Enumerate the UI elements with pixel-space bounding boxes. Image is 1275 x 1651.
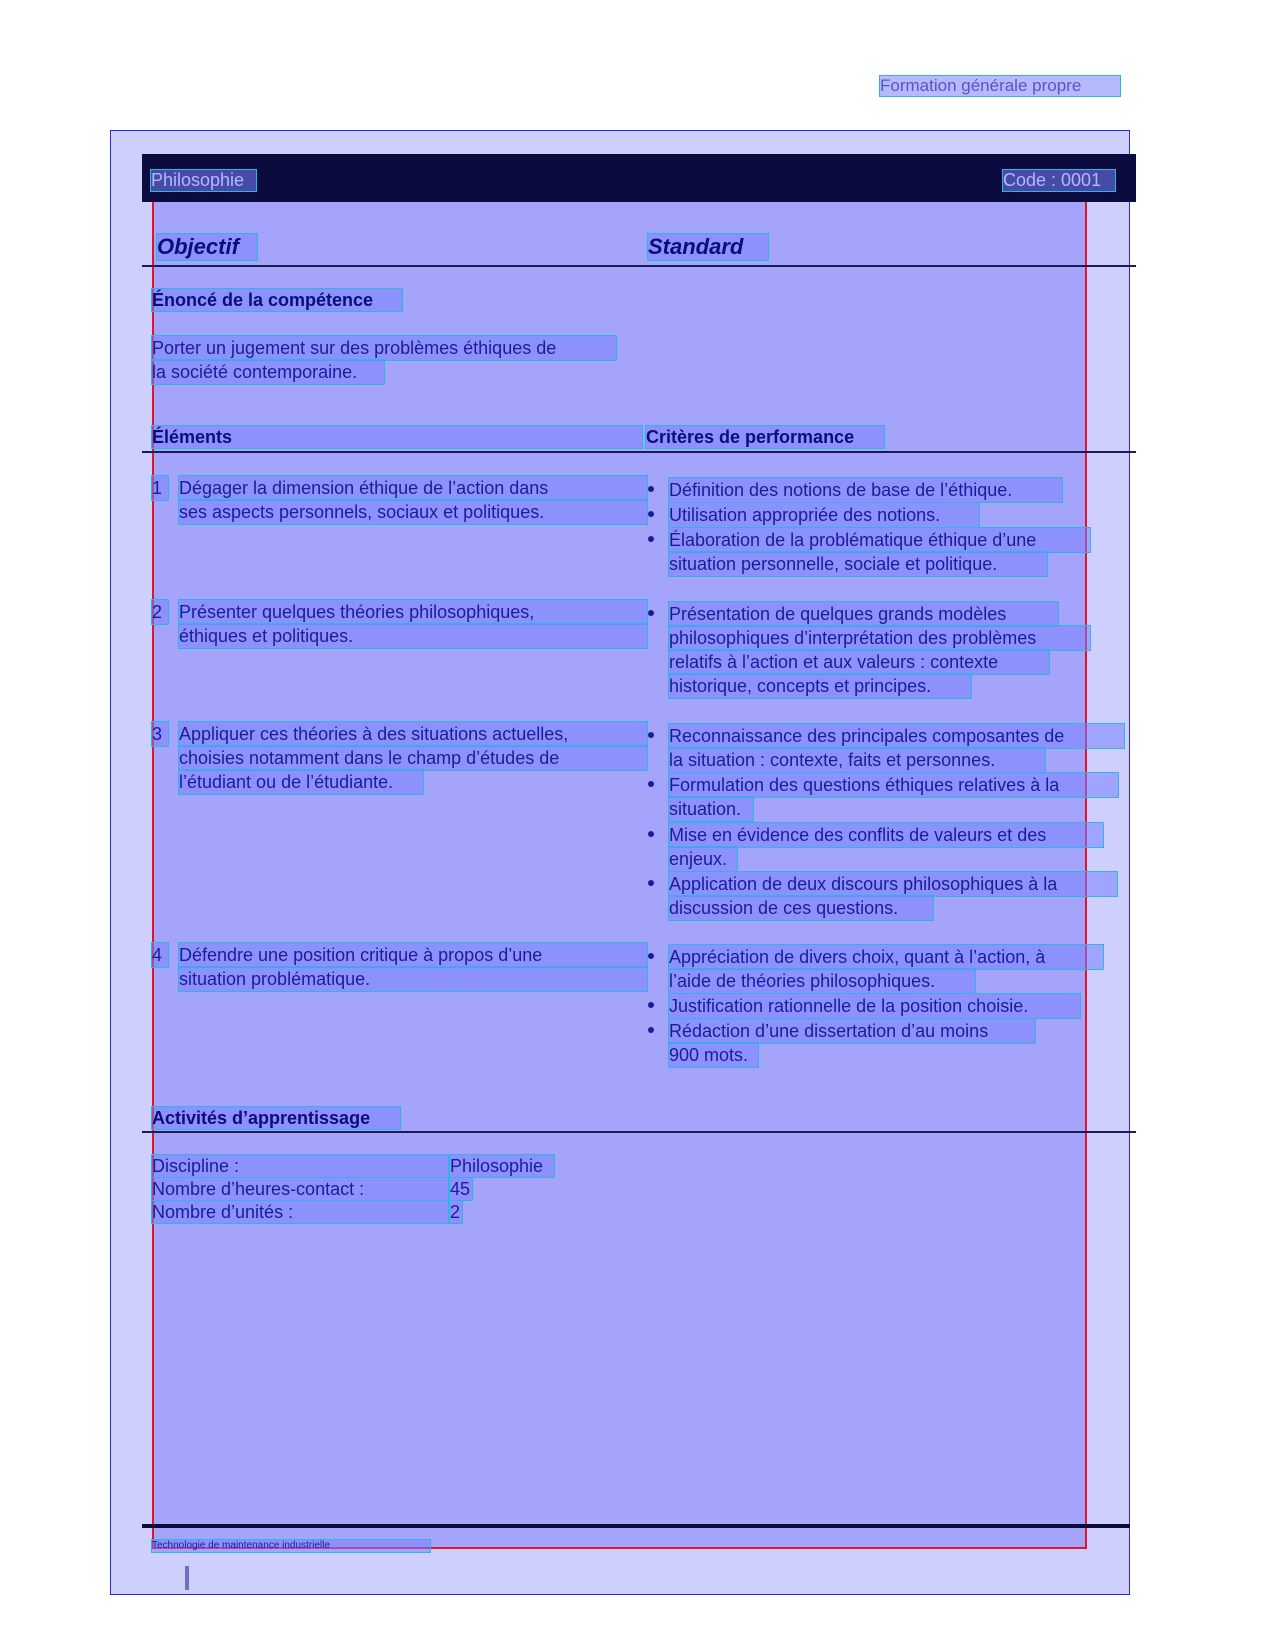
activity-value: 2: [450, 1202, 461, 1222]
criterion-line: 900 mots.: [669, 1043, 758, 1067]
criterion-line: Présentation de quelques grands modèles: [669, 602, 1058, 626]
criterion-line: Justification rationnelle de la position choisie.: [669, 994, 1080, 1018]
criterion-line: Rédaction d’une dissertation d’au moins: [669, 1019, 1035, 1043]
element-number: 3: [152, 722, 168, 746]
competence-line: la société contemporaine.: [152, 360, 384, 384]
element-line: choisies notamment dans le champ d’études de: [179, 746, 647, 770]
activity-label: Nombre d’heures-contact :: [152, 1178, 448, 1200]
element-number: 2: [152, 600, 168, 624]
bullet-icon: [648, 610, 654, 616]
criterion-line: situation.: [669, 797, 753, 821]
footer-rule: [142, 1524, 1130, 1528]
divider: [142, 1131, 1136, 1133]
divider: [142, 265, 1136, 267]
competence-line: Porter un jugement sur des problèmes éthiques de: [152, 336, 616, 360]
element-line: situation problématique.: [179, 967, 647, 991]
criterion-line: relatifs à l’action et aux valeurs : contexte: [669, 650, 1049, 674]
bullet-icon: [648, 511, 654, 517]
activities-heading: Activités d’apprentissage: [152, 1107, 400, 1129]
footer-text: Technologie de maintenance industrielle: [152, 1540, 430, 1552]
bullet-icon: [648, 732, 654, 738]
element-number: 1: [152, 476, 168, 500]
bullet-icon: [648, 880, 654, 886]
criterion-line: Appréciation de divers choix, quant à l’action, à: [669, 945, 1103, 969]
element-line: Appliquer ces théories à des situations actuelles,: [179, 722, 647, 746]
element-line: éthiques et politiques.: [179, 624, 647, 648]
criterion-line: la situation : contexte, faits et personnes.: [669, 748, 1045, 772]
criterion-line: historique, concepts et principes.: [669, 674, 971, 698]
element-line: Défendre une position critique à propos d’une: [179, 943, 647, 967]
elements-heading: Éléments: [152, 426, 642, 448]
running-header-label: Formation générale propre: [880, 76, 1120, 96]
course-title: Philosophie: [151, 170, 256, 191]
element-line: ses aspects personnels, sociaux et politiques.: [179, 500, 647, 524]
element-number: 4: [152, 943, 168, 967]
bullet-icon: [648, 831, 654, 837]
bullet-icon: [648, 1027, 654, 1033]
competence-heading: Énoncé de la compétence: [152, 289, 402, 311]
footer-mark: [185, 1566, 189, 1590]
bullet-icon: [648, 781, 654, 787]
bullet-icon: [648, 1002, 654, 1008]
criterion-line: Utilisation appropriée des notions.: [669, 503, 979, 527]
criterion-line: discussion de ces questions.: [669, 896, 933, 920]
element-line: l’étudiant ou de l’étudiante.: [179, 770, 423, 794]
criterion-line: Définition des notions de base de l’éthique.: [669, 478, 1062, 502]
activity-label: Nombre d’unités :: [152, 1201, 448, 1223]
activity-value: Philosophie: [450, 1155, 554, 1177]
criterion-line: Reconnaissance des principales composantes de: [669, 724, 1124, 748]
column-heading-objective: Objectif: [157, 234, 257, 260]
divider: [142, 451, 1136, 453]
criteria-heading: Critères de performance: [646, 426, 884, 448]
criterion-line: enjeux.: [669, 847, 737, 871]
bullet-icon: [648, 486, 654, 492]
header-bar: [142, 154, 1136, 202]
element-line: Dégager la dimension éthique de l’action dans: [179, 476, 647, 500]
activity-value: 45: [450, 1179, 471, 1199]
criterion-line: philosophiques d’interprétation des problèmes: [669, 626, 1090, 650]
criterion-line: Élaboration de la problématique éthique d’une: [669, 528, 1090, 552]
course-code: Code : 0001: [1003, 170, 1115, 191]
activity-label: Discipline :: [152, 1155, 448, 1177]
element-line: Présenter quelques théories philosophiques,: [179, 600, 647, 624]
criterion-line: Mise en évidence des conflits de valeurs et des: [669, 823, 1103, 847]
criterion-line: situation personnelle, sociale et politique.: [669, 552, 1047, 576]
column-heading-standard: Standard: [648, 234, 768, 260]
criterion-line: Application de deux discours philosophiques à la: [669, 872, 1117, 896]
criterion-line: Formulation des questions éthiques relatives à la: [669, 773, 1118, 797]
criterion-line: l’aide de théories philosophiques.: [669, 969, 975, 993]
bullet-icon: [648, 536, 654, 542]
bullet-icon: [648, 953, 654, 959]
